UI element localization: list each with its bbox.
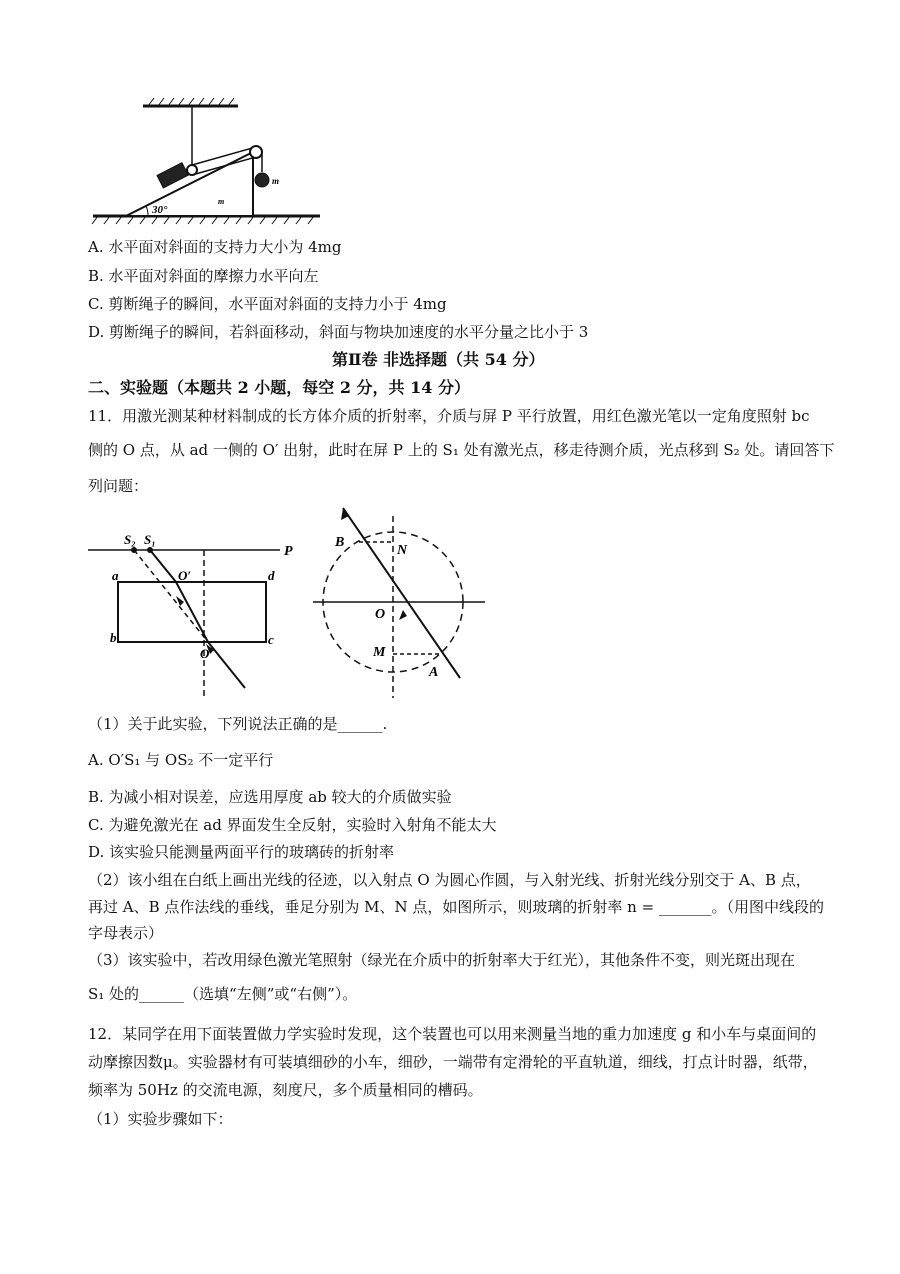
q11-sub3-line2: S₁ 处的______（选填“左侧”或“右侧”）。: [88, 985, 358, 1003]
label-o-center: O: [375, 607, 386, 622]
q11-stem-line2: 侧的 O 点，从 ad 一侧的 O′ 出射，此时在屏 P 上的 S₁ 处有激光点，移走待测介质，光点移到 S₂ 处。请回答下: [88, 441, 835, 459]
incline-pulley-figure: [88, 92, 328, 227]
q12-stem-line1: 12．某同学在用下面装置做力学实验时发现，这个装置也可以用来测量当地的重力加速度 g 和小车与桌面间的: [88, 1025, 817, 1043]
q11-sub1-option-c: C. 为避免激光在 ad 界面发生全反射，实验时入射角不能太大: [88, 816, 497, 834]
q11-stem-line1: 11．用激光测某种材料制成的长方体介质的折射率，介质与屏 P 平行放置，用红色激光笔以一定角度照射 bc: [88, 407, 810, 425]
q10-option-b: B. 水平面对斜面的摩擦力水平向左: [88, 267, 319, 285]
label-a-point: A: [429, 665, 439, 680]
q11-stem-line3: 列问题：: [88, 477, 149, 495]
q11-sub1-option-a: A. O′S₁ 与 OS₂ 不一定平行: [88, 751, 274, 769]
q11-sub1: （1）关于此实验，下列说法正确的是______.: [88, 715, 388, 733]
q11-sub2-line2: 再过 A、B 点作法线的垂线，垂足分别为 M、N 点，如图所示，则玻璃的折射率 n = _______。（用图中线段的: [88, 898, 824, 916]
q10-option-c: C. 剪断绳子的瞬间，水平面对斜面的支持力小于 4mg: [88, 295, 447, 313]
q10-option-d: D. 剪断绳子的瞬间，若斜面移动，斜面与物块加速度的水平分量之比小于 3: [88, 323, 589, 341]
label-a: a: [112, 568, 119, 583]
label-n-point: N: [397, 543, 408, 558]
q11-sub1-option-d: D. 该实验只能测量两面平行的玻璃砖的折射率: [88, 843, 395, 861]
label-c: c: [268, 632, 274, 647]
q11-sub3-line1: （3）该实验中，若改用绿色激光笔照射（绿光在介质中的折射率大于红光），其他条件不变，则光斑出现在: [88, 951, 796, 969]
q12-stem-line2: 动摩擦因数μ。实验器材有可装填细砂的小车，细砂，一端带有定滑轮的平直轨道，细线，打点计时器，纸带，: [88, 1053, 818, 1071]
q12-stem-line3: 频率为 50Hz 的交流电源，刻度尺，多个质量相同的槽码。: [88, 1081, 483, 1099]
q12-sub1: （1）实验步骤如下：: [88, 1110, 233, 1128]
label-d: d: [268, 568, 275, 583]
label-o-prime: O′: [178, 568, 192, 583]
q11-sub1-option-b: B. 为减小相对误差，应选用厚度 ab 较大的介质做实验: [88, 788, 452, 806]
label-s2: S₂: [124, 532, 136, 547]
label-o: O: [200, 646, 210, 661]
q11-sub2-line1: （2）该小组在白纸上画出光线的径迹，以入射点 O 为圆心作圆，与入射光线、折射光线分别交于 A、B 点，: [88, 871, 811, 889]
label-s1: S₁: [144, 532, 156, 547]
q10-option-a: A. 水平面对斜面的支持力大小为 4mg: [88, 238, 342, 256]
angle-label: 30°: [152, 204, 168, 216]
label-m-point: M: [373, 645, 386, 660]
hanging-mass-label: m: [272, 176, 280, 186]
refraction-block-figure: [88, 510, 308, 700]
q11-sub2-line3: 字母表示）: [88, 924, 164, 942]
label-b-point: B: [335, 535, 345, 550]
refraction-circle-figure: [305, 500, 490, 705]
part2-title: 第Ⅱ卷 非选择题（共 54 分）: [332, 350, 545, 369]
label-b: b: [110, 630, 117, 645]
section2-title: 二、实验题（本题共 2 小题，每空 2 分，共 14 分）: [88, 378, 470, 397]
wedge-mass-label: m: [218, 197, 225, 206]
label-p: P: [284, 544, 293, 559]
